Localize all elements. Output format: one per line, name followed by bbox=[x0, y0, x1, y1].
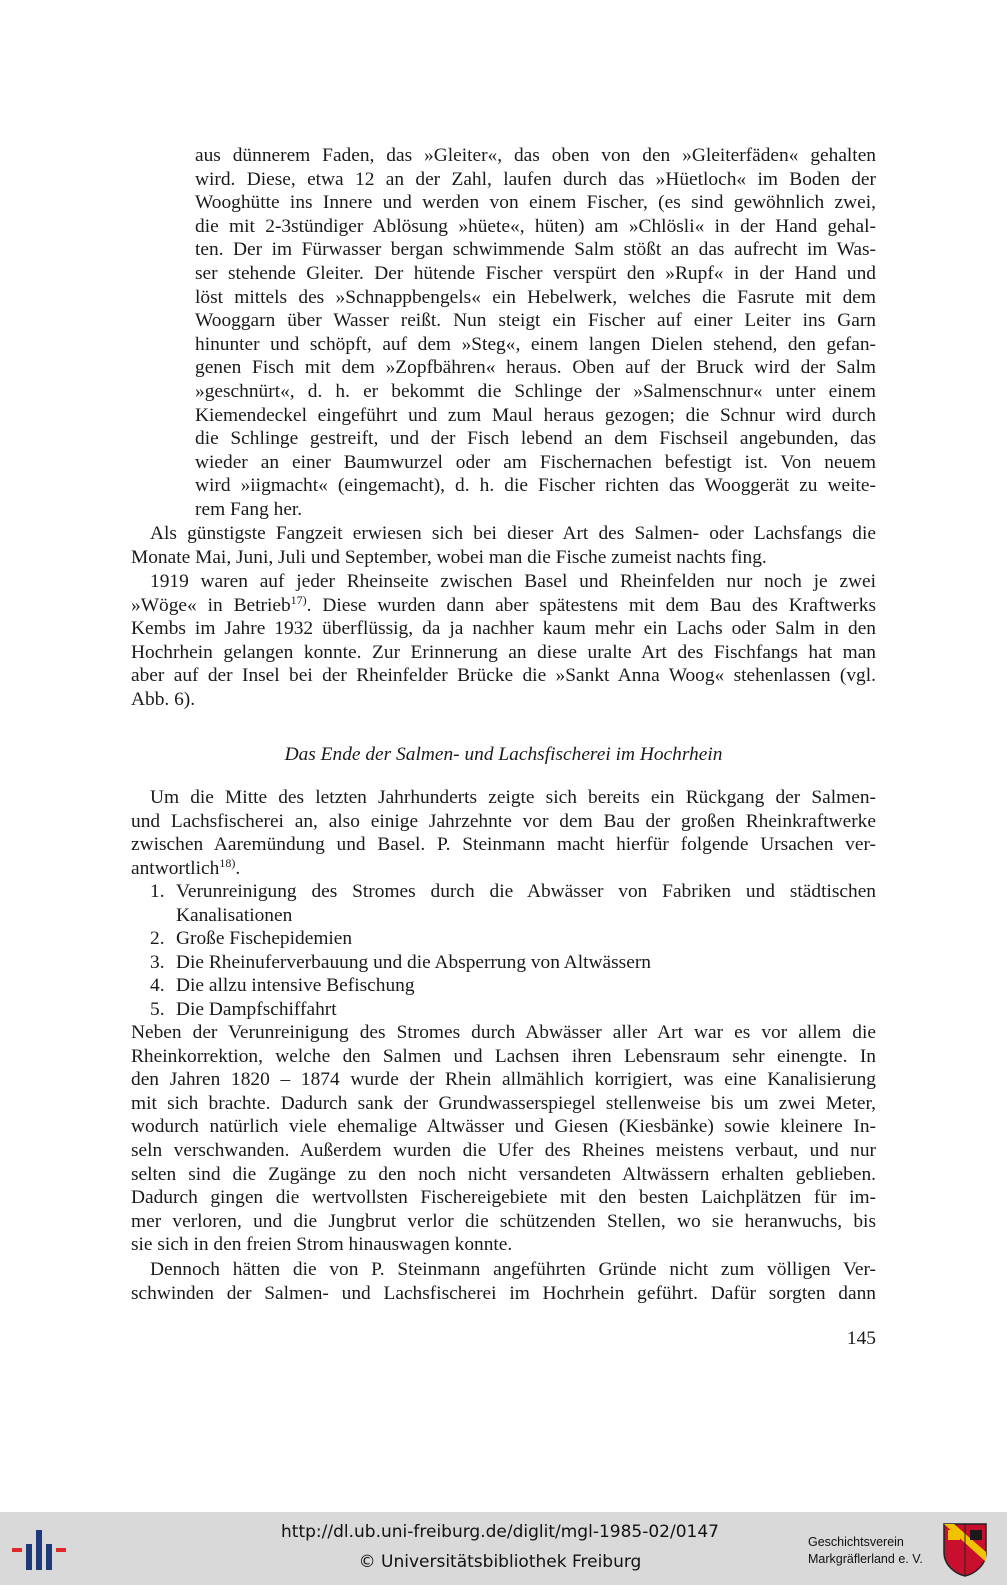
text-line: seln verschwanden. Außerdem wurden die Ufer des Rheines meistens verbaut, und nur bbox=[131, 1139, 876, 1161]
text-line: Die allzu intensive Befischung bbox=[176, 975, 415, 997]
text-line: und Lachsfischerei an, also einige Jahrzehnte vor dem Bau der großen Rheinkraftwerke bbox=[131, 810, 876, 832]
text-line: die Schlinge gestreift, und der Fisch lebend an dem Fischseil angebunden, das bbox=[195, 428, 876, 450]
association-line: Geschichtsverein bbox=[808, 1535, 904, 1549]
text-line: aus dünnerem Faden, das »Gleiter«, das oben von den »Gleiterfäden« gehalten bbox=[195, 145, 876, 166]
text-line: zwischen Aaremündung und Basel. P. Steinmann macht hierfür folgende Ursachen ver- bbox=[131, 834, 876, 856]
text-line: Als günstigste Fangzeit erwiesen sich bei dieser Art des Salmen- oder Lachsfangs die bbox=[150, 523, 876, 544]
paragraph-1919 bbox=[131, 570, 876, 712]
text-line: »geschnürt«, d. h. er bekommt die Schlinge der »Salmenschnur« unter einem bbox=[195, 380, 876, 402]
text-line: hinunter und schöpft, auf dem »Steg«, einem langen Dielen stehend, den gefan- bbox=[195, 333, 876, 355]
text-line: Neben der Verunreinigung des Stromes durch Abwässer aller Art war es vor allem die bbox=[131, 1022, 876, 1043]
text-line: selten sind die Zugänge zu den noch nicht versandeten Altwässern erhalten geblieben. bbox=[131, 1163, 876, 1185]
association-name bbox=[808, 1534, 938, 1568]
text-line: ten. Der im Fürwasser bergan schwimmende Salm stößt an das aufrecht im Was- bbox=[195, 239, 876, 261]
list-number: 2. bbox=[150, 928, 165, 950]
text-line: den Jahren 1820 – 1874 wurde der Rhein allmählich korrigiert, was eine Kanalisierung bbox=[131, 1069, 876, 1091]
footnote-ref-17[interactable]: 17) bbox=[290, 592, 307, 607]
paragraph-dennoch bbox=[131, 1258, 876, 1305]
text-line: Dennoch hätten die von P. Steinmann angeführten Gründe nicht zum völligen Ver- bbox=[150, 1259, 876, 1280]
source-url-link[interactable]: http://dl.ub.uni-freiburg.de/diglit/mgl-1985-02/0147 bbox=[281, 1522, 719, 1542]
ub-freiburg-logo-icon[interactable] bbox=[10, 1526, 70, 1574]
text-line: ser stehende Gleiter. Der hütende Fischer verspürt den »Rupf« in der Hand und bbox=[195, 262, 876, 284]
text-line: wird »iigmacht« (eingemacht), d. h. die Fischer richten das Wooggerät zu weite- bbox=[195, 475, 876, 497]
list-item bbox=[131, 880, 876, 927]
association-line: Markgräflerland e. V. bbox=[808, 1552, 923, 1566]
text-line: Die Rheinuferverbauung und die Absperrung von Altwässern bbox=[176, 951, 651, 973]
text-line: Kanalisationen bbox=[176, 904, 293, 926]
paragraph-rueckgang bbox=[131, 786, 876, 880]
text-fragment: »Wöge« in Betrieb bbox=[131, 594, 291, 616]
list-item bbox=[131, 974, 876, 998]
text-line: aber auf der Insel bei der Rheinfelder Brücke die »Sankt Anna Woog« stehenlassen (vgl. bbox=[131, 665, 876, 687]
footer-bar bbox=[0, 1512, 1007, 1585]
list-item bbox=[131, 927, 876, 951]
text-line: schwinden der Salmen- und Lachsfischerei im Hochrhein geführt. Dafür sorgten dann bbox=[131, 1282, 876, 1304]
text-line: die mit 2-3stündiger Ablösung »hüete«, hüten) am »Chlösli« in der Hand gehal- bbox=[195, 215, 876, 237]
text-line: wird. Diese, etwa 12 an der Zahl, laufen durch das »Hüetloch« im Boden der bbox=[195, 168, 876, 190]
coat-of-arms-icon bbox=[942, 1522, 988, 1578]
text-line: sie sich in den freien Strom hinauswagen konnte. bbox=[131, 1234, 513, 1256]
text-fragment: . Diese wurden dann aber spätestens mit dem Bau des Kraftwerks bbox=[306, 594, 876, 616]
list-number: 4. bbox=[150, 975, 165, 997]
cause-list bbox=[131, 880, 876, 1022]
text-line: Kiemendeckel eingeführt und zum Maul heraus gezogen; die Schnur wird durch bbox=[195, 404, 876, 426]
text-line: Rheinkorrektion, welche den Salmen und Lachsen ihren Lebensraum sehr einengte. In bbox=[131, 1045, 876, 1067]
copyright-text: © Universitätsbibliothek Freiburg bbox=[358, 1552, 642, 1572]
text-line: wieder an einer Baumwurzel oder am Fischernachen befestigt ist. Von neuem bbox=[195, 451, 876, 473]
text-line: mer verloren, und die Jungbrut verlor die schützenden Stellen, wo sie heranwuchs, bis bbox=[131, 1210, 876, 1232]
text-line: Um die Mitte des letzten Jahrhunderts zeigte sich bereits ein Rückgang der Salmen- bbox=[150, 787, 876, 808]
text-fragment: . bbox=[235, 857, 241, 879]
text-line bbox=[131, 857, 876, 881]
text-line: Wooghütte ins Innere und werden von einem Fischer, (es sind gewöhnlich zwei, bbox=[195, 192, 876, 214]
text-line: rem Fang her. bbox=[195, 498, 303, 520]
text-line: löst mittels des »Schnappbengels« ein Hebelwerk, welches die Fasrute mit dem bbox=[195, 286, 876, 308]
indented-block bbox=[195, 144, 876, 522]
paragraph-fangzeit bbox=[131, 522, 876, 569]
text-line: genen Fisch mit dem »Zopfbähren« heraus. Oben auf der Bruck wird der Salm bbox=[195, 357, 876, 379]
section-heading: Das Ende der Salmen- und Lachsfischerei im Hochrhein bbox=[284, 744, 723, 765]
list-number: 5. bbox=[150, 998, 165, 1020]
text-line: Dadurch gingen die wertvollsten Fischereigebiete mit den besten Laichplätzen für im- bbox=[131, 1187, 876, 1209]
page-number: 145 bbox=[846, 1328, 876, 1349]
text-line: Hochrhein gelangen konnte. Zur Erinnerung an diese uralte Art des Fischfangs hat man bbox=[131, 641, 876, 663]
list-item bbox=[131, 951, 876, 975]
text-line: 1919 waren auf jeder Rheinseite zwischen Basel und Rheinfelden nur noch je zwei bbox=[150, 571, 876, 592]
text-line bbox=[131, 594, 876, 618]
text-line: Monate Mai, Juni, Juli und September, wobei man die Fische zumeist nachts fing. bbox=[131, 546, 767, 568]
text-line: mit sich brachte. Dadurch sank der Grundwasserspiegel stellenweise bis um zwei Meter, bbox=[131, 1092, 876, 1114]
text-line: Wooggarn über Wasser reißt. Nun steigt ein Fischer auf einer Leiter ins Garn bbox=[195, 310, 876, 332]
text-line: Große Fischepidemien bbox=[176, 928, 353, 950]
paragraph-rheinkorrektion bbox=[131, 1021, 876, 1257]
list-number: 3. bbox=[150, 951, 165, 973]
footnote-ref-18[interactable]: 18) bbox=[219, 855, 236, 870]
text-fragment: antwortlich bbox=[131, 857, 220, 879]
text-line: Abb. 6). bbox=[131, 688, 196, 710]
text-line: Die Dampfschiffahrt bbox=[176, 998, 337, 1020]
text-line: wodurch natürlich viele ehemalige Altwässer und Giesen (Kiesbänke) sowie kleinere In- bbox=[131, 1116, 876, 1138]
text-line: Verunreinigung des Stromes durch die Abwässer von Fabriken und städtischen bbox=[176, 881, 876, 902]
text-line: Kembs im Jahre 1932 überflüssig, da ja nachher kaum mehr ein Lachs oder Salm in den bbox=[131, 618, 876, 640]
list-number: 1. bbox=[150, 881, 165, 902]
list-item bbox=[131, 998, 876, 1022]
